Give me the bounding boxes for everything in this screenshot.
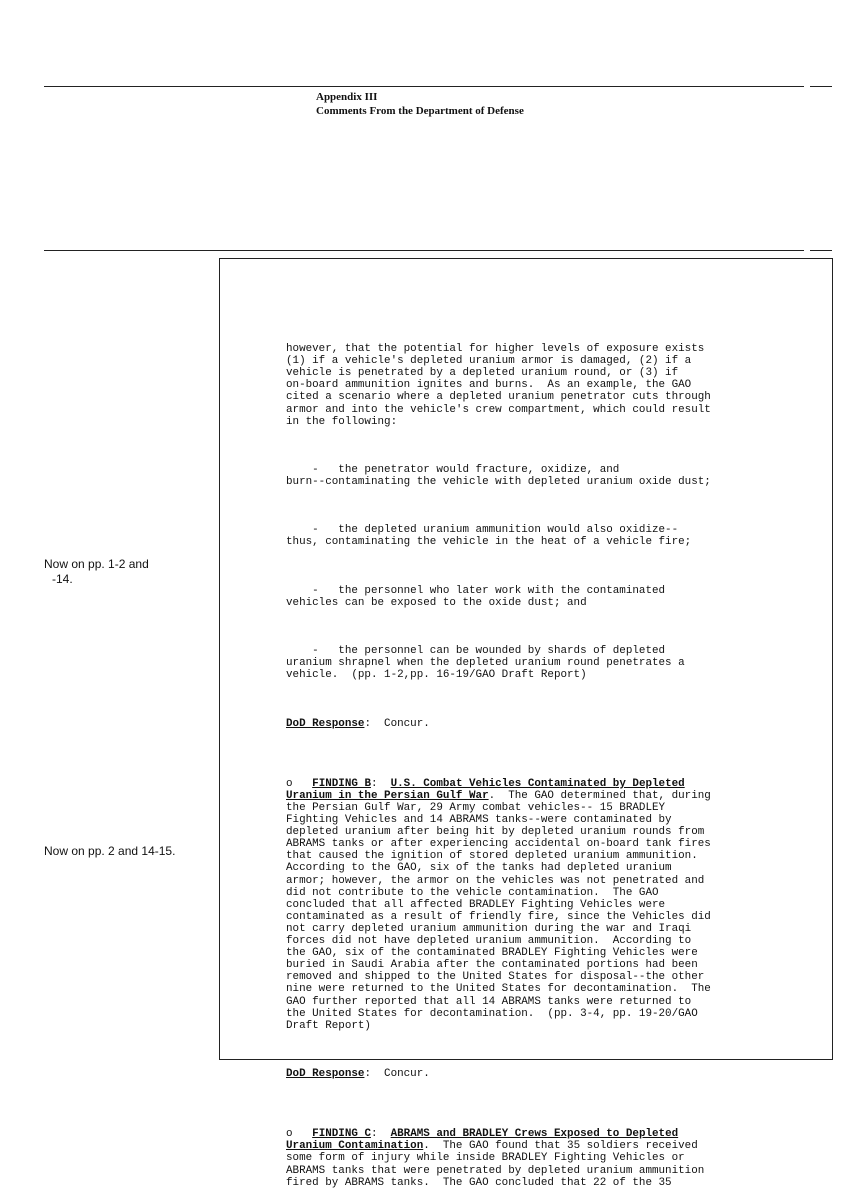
finding-b-title: U.S. Combat Vehicles Contaminated by Depleted [390, 777, 685, 790]
finding-c: o FINDING C: ABRAMS and BRADLEY Crews Exposed to Depleted Uranium Contamination. The GAO found that 35 soldiers received some form of injury while inside BRADLEY Fighting Vehicles or ABRAMS tanks that were penetrated by depleted uranium ammunition fired by ABRAMS tanks. The GAO concluded that 22 of the 35 [286, 1128, 705, 1189]
bullet-item: - the personnel can be wounded by shards of depleted uranium shrapnel when the depleted uranium round penetrates a vehicle. (pp. 1-2,pp. 16-19/GAO Draft Report) [286, 645, 685, 682]
dod-response-b: DoD Response: Concur. [286, 717, 430, 730]
appendix-title: Comments From the Department of Defense [316, 105, 524, 117]
bullet-item: - the depleted uranium ammunition would also oxidize-- thus, contaminating the vehicle in the heat of a vehicle fire; [286, 524, 692, 549]
finding-b-label: FINDING B [312, 777, 371, 790]
mid-rule [44, 250, 804, 251]
bullet-item: - the penetrator would fracture, oxidize, and burn--contaminating the vehicle with depleted uranium oxide dust; [286, 463, 711, 489]
letter-body [286, 331, 766, 1201]
intro-paragraph: however, that the potential for higher levels of exposure exists (1) if a vehicle's depleted uranium armor is damaged, (2) if a vehicle is penetrated by a depleted uranium round, or (3) if on-board ammunition ignites and burns. As an example, the GAO cited a scenario where a depleted uranium penetrator cuts through armor and into the vehicle's crew compartment, which could result in the following: [286, 343, 711, 428]
top-rule-right [810, 86, 832, 87]
dod-response-c: DoD Response: Concur. [286, 1067, 430, 1080]
margin-note-2: Now on pp. 2 and 14-15. [44, 844, 176, 858]
top-rule [44, 86, 804, 87]
finding-c-title: ABRAMS and BRADLEY Crews Exposed to Depleted [390, 1128, 679, 1141]
appendix-label: Appendix III [316, 91, 378, 103]
mid-rule-right [810, 250, 832, 251]
finding-b: o FINDING B: U.S. Combat Vehicles Contaminated by Depleted Uranium in the Persian Gulf War. The GAO determined that, during the Persian Gulf War, 29 Army combat vehicles-- 15 BRADLEY Fighting Vehicles and 14 ABRAMS tanks--were contaminated by depleted uranium after being hit by depleted uranium rounds from ABRAMS tanks or after experiencing accidental on-board tank fires that caused the ignition of stored depleted uranium ammunition. According to the GAO, six of the tanks had depleted uranium armor; however, the armor on the vehicles was not penetrated and did not contribute to the vehicle contamination. The GAO concluded that all affected BRADLEY Fighting Vehicles were contaminated as a result of friendly fire, since the Vehicles did not carry depleted uranium ammunition during the war and Iraqi forces did not have depleted uranium ammunition. According to the GAO, six of the contaminated BRADLEY Fighting Vehicles were buried in Saudi Arabia after the contaminated portions had been removed and shipped to the United States for disposal--the other nine were returned to the United States for decontamination. The GAO further reported that all 14 ABRAMS tanks were returned to the United States for decontamination. (pp. 3-4, pp. 19-20/GAO Draft Report) [286, 777, 711, 1032]
margin-note-1: Now on pp. 1-2 and -14. [44, 557, 149, 586]
finding-c-label: FINDING C [312, 1128, 371, 1141]
bullet-item: - the personnel who later work with the contaminated vehicles can be exposed to the oxide dust; and [286, 584, 666, 609]
page-header [316, 90, 524, 118]
